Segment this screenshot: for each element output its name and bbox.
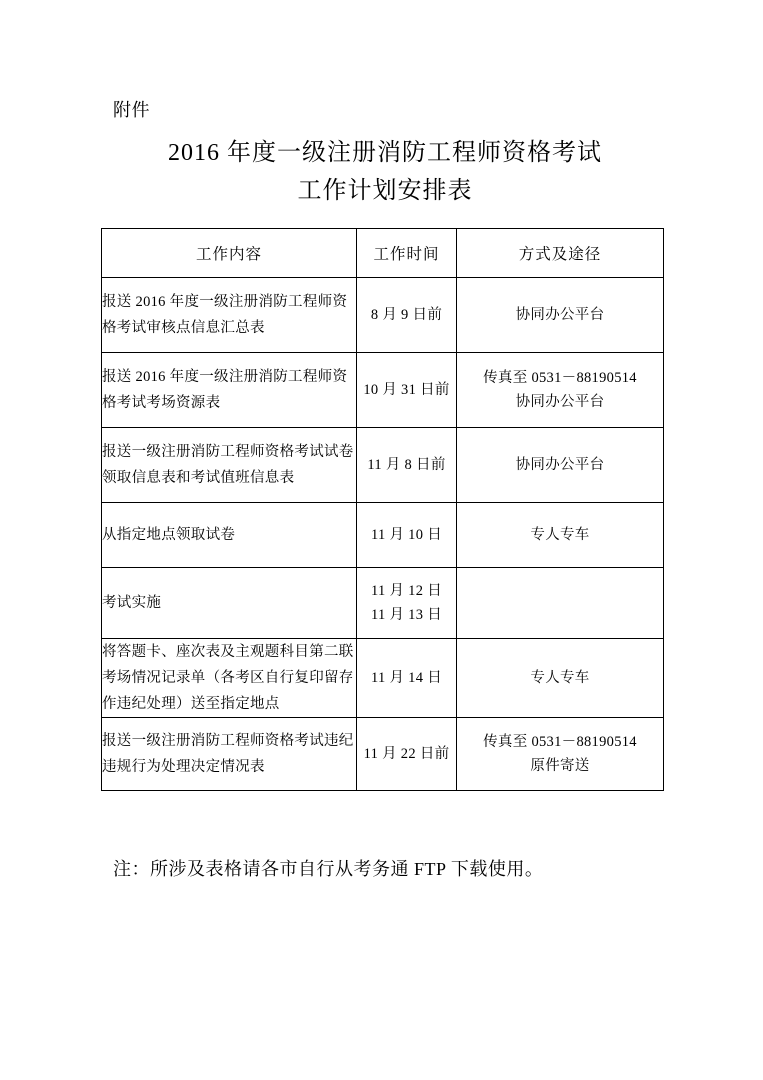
page-title-line-1: 2016 年度一级注册消防工程师资格考试 — [168, 140, 602, 166]
column-header-work-time: 工作时间 — [357, 229, 457, 278]
cell-method: 协同办公平台 — [457, 278, 664, 353]
cell-work-content: 报送 2016 年度一级注册消防工程师资格考试审核点信息汇总表 — [102, 278, 357, 353]
attachment-label: 附件 — [113, 100, 150, 120]
column-header-work-content: 工作内容 — [102, 229, 357, 278]
table-row — [102, 278, 664, 353]
table-header-row — [102, 229, 664, 278]
cell-method: 专人专车 — [457, 503, 664, 568]
cell-method: 传真至 0531－88190514 原件寄送 — [457, 718, 664, 791]
cell-work-content: 报送一级注册消防工程师资格考试违纪违规行为处理决定情况表 — [102, 718, 357, 791]
cell-work-time: 10 月 31 日前 — [357, 353, 457, 428]
cell-work-time: 11 月 14 日 — [357, 639, 457, 718]
cell-method: 专人专车 — [457, 639, 664, 718]
cell-work-time: 11 月 8 日前 — [357, 428, 457, 503]
footer-note: 注：所涉及表格请各市自行从考务通 FTP 下载使用。 — [113, 859, 544, 879]
cell-work-time: 11 月 22 日前 — [357, 718, 457, 791]
cell-work-time: 8 月 9 日前 — [357, 278, 457, 353]
page-title — [100, 134, 670, 210]
table-row — [102, 353, 664, 428]
cell-work-content: 考试实施 — [102, 568, 357, 639]
cell-work-content: 从指定地点领取试卷 — [102, 503, 357, 568]
cell-work-content: 将答题卡、座次表及主观题科目第二联考场情况记录单（各考区自行复印留存作违纪处理）送至指定地点 — [102, 639, 357, 718]
cell-work-time: 11 月 10 日 — [357, 503, 457, 568]
column-header-method: 方式及途径 — [457, 229, 664, 278]
table-row — [102, 503, 664, 568]
table-row — [102, 428, 664, 503]
table-row — [102, 718, 664, 791]
cell-method — [457, 568, 664, 639]
table-row — [102, 568, 664, 639]
table-row — [102, 639, 664, 718]
cell-work-time: 11 月 12 日 11 月 13 日 — [357, 568, 457, 639]
page-title-line-2: 工作计划安排表 — [297, 178, 473, 204]
cell-work-content: 报送一级注册消防工程师资格考试试卷领取信息表和考试值班信息表 — [102, 428, 357, 503]
cell-method: 传真至 0531－88190514 协同办公平台 — [457, 353, 664, 428]
cell-method: 协同办公平台 — [457, 428, 664, 503]
work-schedule-table — [101, 228, 664, 791]
cell-work-content: 报送 2016 年度一级注册消防工程师资格考试考场资源表 — [102, 353, 357, 428]
